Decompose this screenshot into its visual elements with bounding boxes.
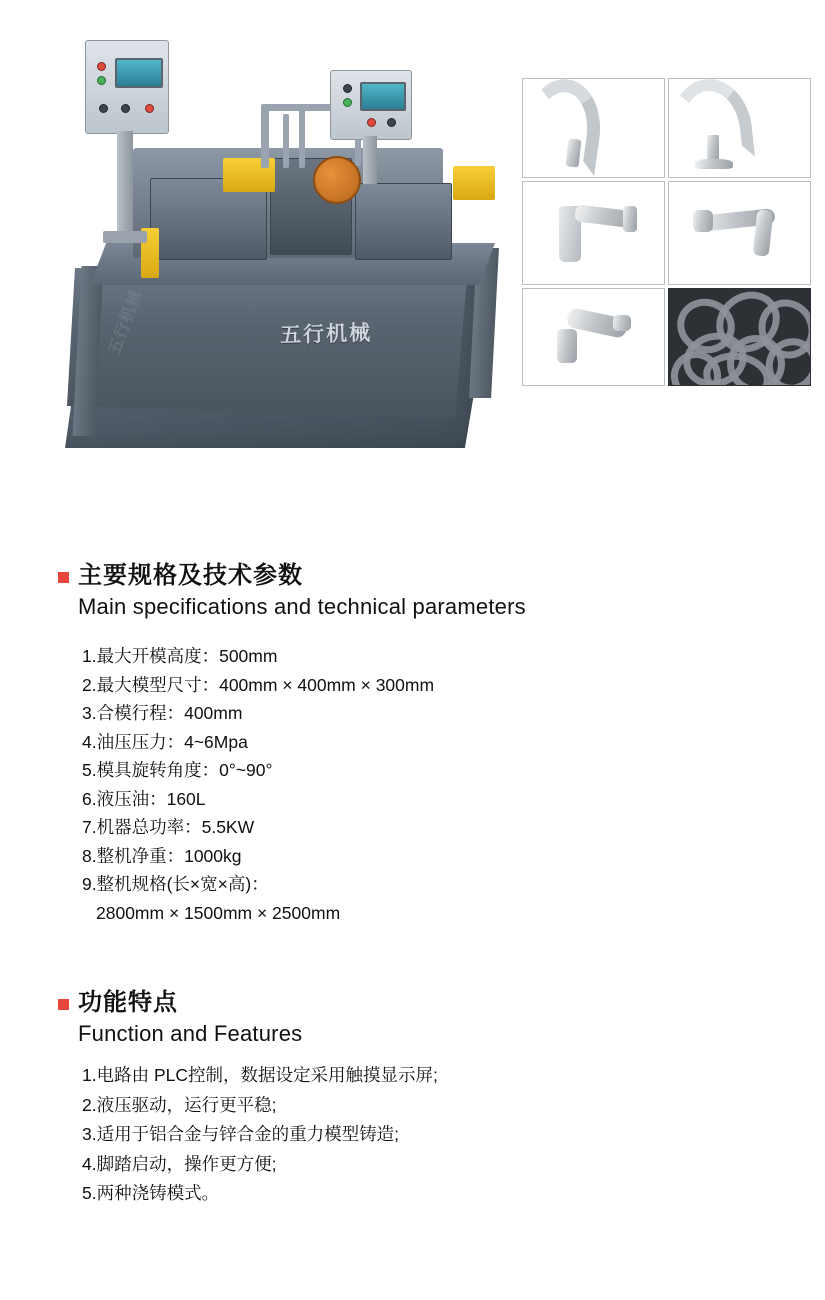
casting-shape xyxy=(522,78,607,176)
secondary-stop-button xyxy=(367,118,376,127)
rotary-motor xyxy=(313,156,361,204)
thumbnail-faucet-spout-4 xyxy=(668,181,811,285)
yellow-guard-right xyxy=(453,166,495,200)
features-title-en: Function and Features xyxy=(78,1021,303,1047)
list-item: 5.模具旋转角度：0°~90° xyxy=(82,760,273,781)
list-item: 6.液压油：160L xyxy=(82,788,206,809)
list-item: 2.液压驱动，运行更平稳; xyxy=(82,1094,277,1115)
casting-shape-tip xyxy=(623,206,637,232)
product-thumbnail-grid xyxy=(522,78,812,403)
list-item: 2800mm × 1500mm × 2500mm xyxy=(96,902,341,923)
hydraulic-pipe-3 xyxy=(299,108,305,168)
specifications-list xyxy=(0,642,825,927)
main-touch-screen xyxy=(115,58,163,88)
casting-shape-tip xyxy=(613,315,631,331)
casting-shape-tip xyxy=(753,209,774,256)
indicator-lamp-red xyxy=(97,62,106,71)
selector-knob-1 xyxy=(99,104,108,113)
product-photo-area xyxy=(0,0,825,520)
emergency-stop-button xyxy=(145,104,154,113)
selector-knob-2 xyxy=(121,104,130,113)
casting-shape-body xyxy=(557,329,577,363)
casting-shape-base xyxy=(695,159,733,169)
features-heading xyxy=(0,987,825,1018)
casting-shape-base xyxy=(693,210,713,232)
list-item: 2.最大模型尺寸：400mm × 400mm × 300mm xyxy=(82,674,435,695)
specifications-title-en: Main specifications and technical parameters xyxy=(78,594,526,620)
secondary-cabinet-post xyxy=(363,136,377,184)
specifications-title-cn: 主要规格及技术参数 xyxy=(78,562,303,589)
secondary-touch-screen xyxy=(360,82,406,111)
machine-brand-side-text: 五行机械 xyxy=(106,287,146,358)
hydraulic-pipe-2 xyxy=(283,114,289,168)
list-item: 1.最大开模高度：500mm xyxy=(82,646,278,667)
list-item: 9.整机规格(长×宽×高)： xyxy=(82,874,269,895)
list-item: 3.适用于铝合金与锌合金的重力模型铸造; xyxy=(82,1124,399,1145)
list-item: 1.电路由 PLC控制，数据设定采用触摸显示屏; xyxy=(82,1065,438,1086)
machine-brand-text: 五行机械 xyxy=(279,321,373,348)
document-body xyxy=(0,560,825,1209)
casting-shape-stem xyxy=(707,135,719,161)
thumbnail-faucet-spout-3 xyxy=(522,181,665,285)
cabinet-post-base xyxy=(103,231,147,243)
list-item: 4.油压压力：4~6Mpa xyxy=(82,731,248,752)
machine-photo xyxy=(55,18,510,488)
list-item: 5.两种浇铸模式。 xyxy=(82,1183,220,1204)
specifications-section xyxy=(0,560,825,927)
cabinet-support-post xyxy=(117,131,133,236)
mold-clamp-right xyxy=(355,183,452,260)
thumbnail-faucet-spout-1 xyxy=(522,78,665,178)
specifications-heading xyxy=(0,560,825,591)
features-section xyxy=(0,987,825,1209)
thumbnail-faucet-spout-5 xyxy=(522,288,665,386)
red-square-bullet-icon xyxy=(58,572,69,583)
indicator-lamp-green xyxy=(97,76,106,85)
features-list xyxy=(0,1061,825,1209)
section-spacer xyxy=(0,927,825,987)
thumbnail-faucet-spout-2 xyxy=(668,78,811,178)
secondary-knob-2 xyxy=(387,118,396,127)
thumbnail-castings-pile xyxy=(668,288,811,386)
red-square-bullet-icon xyxy=(58,999,69,1010)
list-item: 8.整机净重：1000kg xyxy=(82,845,242,866)
features-title-cn: 功能特点 xyxy=(78,989,178,1017)
list-item: 4.脚踏启动，操作更方便; xyxy=(82,1153,277,1174)
list-item: 3.合模行程：400mm xyxy=(82,703,243,724)
list-item: 7.机器总功率：5.5KW xyxy=(82,817,255,838)
secondary-knob-1 xyxy=(343,84,352,93)
hydraulic-pipe-1 xyxy=(261,106,269,168)
secondary-lamp-green xyxy=(343,98,352,107)
